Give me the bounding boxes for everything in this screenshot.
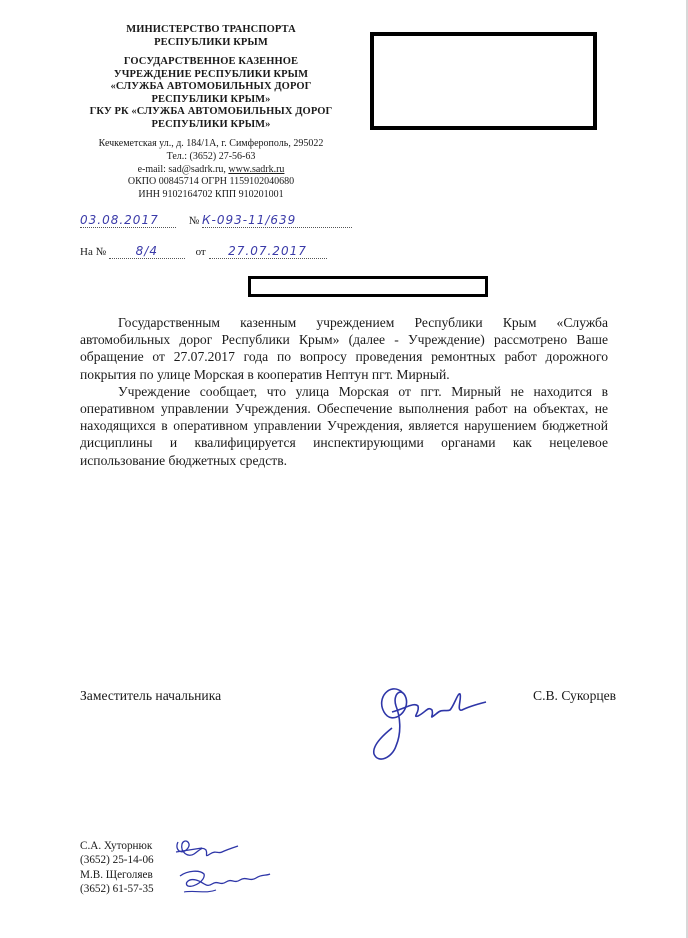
short-name-line-1: ГКУ РК «СЛУЖБА АВТОМОБИЛЬНЫХ ДОРОГ <box>89 106 333 117</box>
contact-phone-2: (3652) 61-57-35 <box>80 882 154 895</box>
incoming-date: 27.07.2017 <box>209 244 327 259</box>
org-line-1: ГОСУДАРСТВЕННОЕ КАЗЕННОЕ <box>123 56 299 67</box>
contact-signature-2 <box>176 866 272 900</box>
org-inn-kpp: ИНН 9102164702 КПП 910201001 <box>138 189 284 201</box>
redacted-recipient-block <box>370 32 597 130</box>
org-email-line: e-mail: sad@sadrk.ru, www.sadrk.ru <box>137 163 285 175</box>
website-link[interactable]: www.sadrk.ru <box>228 163 285 175</box>
outgoing-reference <box>80 213 352 228</box>
contact-signature-1 <box>172 836 242 866</box>
incoming-number-label: На № <box>80 246 107 258</box>
incoming-from-label: от <box>195 246 206 258</box>
contact-person-2: М.В. Щеголяев <box>80 868 153 881</box>
contact-persons <box>80 839 154 896</box>
org-address: Кечкеметская ул., д. 184/1А, г. Симферополь, 295022 <box>98 138 324 149</box>
body-paragraph-1: Государственным казенным учреждением Республики Крым «Служба автомобильных дорог Республики Крым» (далее - Учреждение) рассмотрено Ваше обращение от 27.07.2017 года по вопросу проведения ремонтных работ дорожного покрытия по улице Морская в кооператив Нептун пгт. Мирный. <box>80 315 608 382</box>
redacted-addressee-line <box>248 276 488 297</box>
org-line-3: «СЛУЖБА АВТОМОБИЛЬНЫХ ДОРОГ <box>110 81 312 92</box>
letterhead <box>80 24 342 202</box>
handwritten-signature <box>362 672 492 772</box>
contact-person-1: С.А. Хуторнюк <box>80 840 153 852</box>
org-line-4: РЕСПУБЛИКИ КРЫМ» <box>151 93 271 105</box>
outgoing-number-label: № <box>188 215 200 227</box>
short-name-line-2: РЕСПУБЛИКИ КРЫМ» <box>151 118 271 130</box>
ministry-line-1: МИНИСТЕРСТВО ТРАНСПОРТА <box>126 24 296 35</box>
letter-body <box>80 314 608 469</box>
org-line-2: УЧРЕЖДЕНИЕ РЕСПУБЛИКИ КРЫМ <box>113 68 309 80</box>
contact-phone-1: (3652) 25-14-06 <box>80 854 154 867</box>
body-paragraph-2: Учреждение сообщает, что улица Морская от пгт. Мирный не находится в оперативном управлении Учреждения. Обеспечение выполнения работ на объектах, не находящихся в оперативном управлении Учреждения, является нарушением бюджетной дисциплины и квалифицируется инспектирующими органами как нецелевое использование бюджетных средств. <box>80 383 608 468</box>
org-okpo-ogrn: ОКПО 00845714 ОГРН 1159102040680 <box>127 176 295 188</box>
outgoing-date: 03.08.2017 <box>80 213 176 228</box>
email-link[interactable]: sad@sadrk.ru <box>168 163 224 175</box>
incoming-reference <box>80 244 327 259</box>
signatory-name: С.В. Сукорцев <box>533 688 617 703</box>
org-phone: Тел.: (3652) 27-56-63 <box>166 150 256 162</box>
outgoing-number: К-093-11/639 <box>202 213 352 228</box>
incoming-number: 8/4 <box>109 244 185 259</box>
ministry-line-2: РЕСПУБЛИКИ КРЫМ <box>154 36 268 48</box>
signatory-title: Заместитель начальника <box>80 688 222 703</box>
